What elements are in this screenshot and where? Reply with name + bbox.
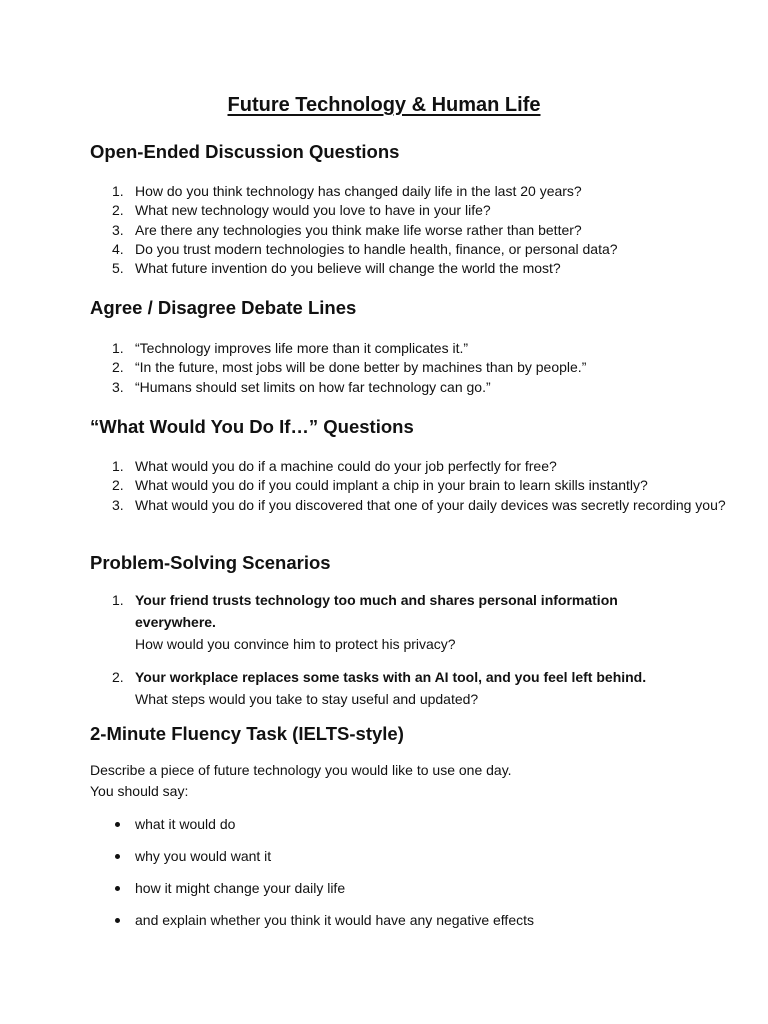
debate-heading: Agree / Disagree Debate Lines	[90, 297, 357, 318]
document-title: Future Technology & Human Life	[227, 94, 541, 116]
what-if-list	[90, 457, 726, 515]
fluency-lead: You should say:	[90, 783, 189, 799]
fluency-bullets	[90, 815, 690, 943]
debate-line: “Technology improves life more than it complicates it.”	[135, 340, 469, 356]
list-item	[90, 496, 726, 515]
bullet-icon	[115, 886, 120, 891]
item-number: 5.	[112, 260, 124, 277]
item-number: 1.	[112, 340, 124, 356]
item-number: 2.	[112, 202, 124, 219]
item-number: 2.	[112, 669, 124, 685]
debate-list	[90, 339, 690, 397]
list-item	[90, 476, 690, 495]
question-text: What would you do if a machine could do your job perfectly for free?	[135, 458, 557, 474]
problem-solving-heading: Problem-Solving Scenarios	[90, 552, 331, 573]
list-item	[90, 201, 690, 220]
scenario-item	[90, 666, 690, 710]
question-text: What future invention do you believe will change the world the most?	[135, 260, 561, 277]
list-item	[90, 221, 690, 240]
list-item	[90, 358, 690, 377]
question-text: What would you do if you discovered that one of your daily devices was secretly recording you?	[135, 496, 726, 513]
bullet-item	[90, 815, 690, 847]
scenario-question: What steps would you take to stay useful and updated?	[135, 691, 479, 707]
bullet-icon	[115, 854, 120, 859]
list-item	[90, 259, 690, 278]
debate-line: “In the future, most jobs will be done better by machines than by people.”	[135, 359, 587, 376]
open-ended-list	[90, 182, 690, 278]
item-number: 3.	[112, 496, 124, 513]
bullet-text: why you would want it	[135, 848, 272, 864]
bullet-text: and explain whether you think it would have any negative effects	[135, 912, 534, 928]
debate-line: “Humans should set limits on how far technology can go.”	[135, 378, 491, 395]
fluency-prompt: Describe a piece of future technology you would like to use one day.	[90, 762, 512, 778]
question-text: What would you do if you could implant a chip in your brain to learn skills instantly?	[135, 477, 648, 494]
scenario-list	[90, 589, 690, 710]
question-text: Are there any technologies you think make life worse rather than better?	[135, 221, 582, 238]
fluency-heading: 2-Minute Fluency Task (IELTS-style)	[90, 723, 404, 744]
item-number: 2.	[112, 477, 124, 494]
open-ended-heading: Open-Ended Discussion Questions	[90, 141, 400, 162]
item-number: 1.	[112, 458, 124, 474]
item-number: 1.	[112, 183, 124, 199]
scenario-text: Your workplace replaces some tasks with an AI tool, and you feel left behind.	[135, 669, 647, 685]
scenario-item	[90, 589, 635, 655]
bullet-item	[90, 879, 690, 911]
bullet-text: what it would do	[135, 816, 236, 832]
bullet-text: how it might change your daily life	[135, 880, 346, 896]
item-number: 3.	[112, 221, 124, 238]
scenario-question: How would you convince him to protect his privacy?	[135, 636, 456, 652]
list-item	[90, 182, 690, 201]
question-text: How do you think technology has changed daily life in the last 20 years?	[135, 183, 582, 199]
item-number: 4.	[112, 240, 124, 257]
bullet-icon	[115, 918, 120, 923]
list-item	[90, 457, 690, 476]
list-item	[90, 240, 690, 259]
list-item	[90, 339, 690, 358]
item-number: 1.	[112, 592, 124, 608]
list-item	[90, 378, 690, 397]
question-text: Do you trust modern technologies to handle health, finance, or personal data?	[135, 240, 618, 257]
bullet-item	[90, 911, 690, 943]
what-if-heading: “What Would You Do If…” Questions	[90, 416, 414, 437]
question-text: What new technology would you love to have in your life?	[135, 202, 491, 219]
scenario-text: Your friend trusts technology too much and shares personal information everywhere.	[135, 592, 618, 630]
bullet-icon	[115, 822, 120, 827]
item-number: 2.	[112, 359, 124, 376]
bullet-item	[90, 847, 690, 879]
item-number: 3.	[112, 378, 124, 395]
